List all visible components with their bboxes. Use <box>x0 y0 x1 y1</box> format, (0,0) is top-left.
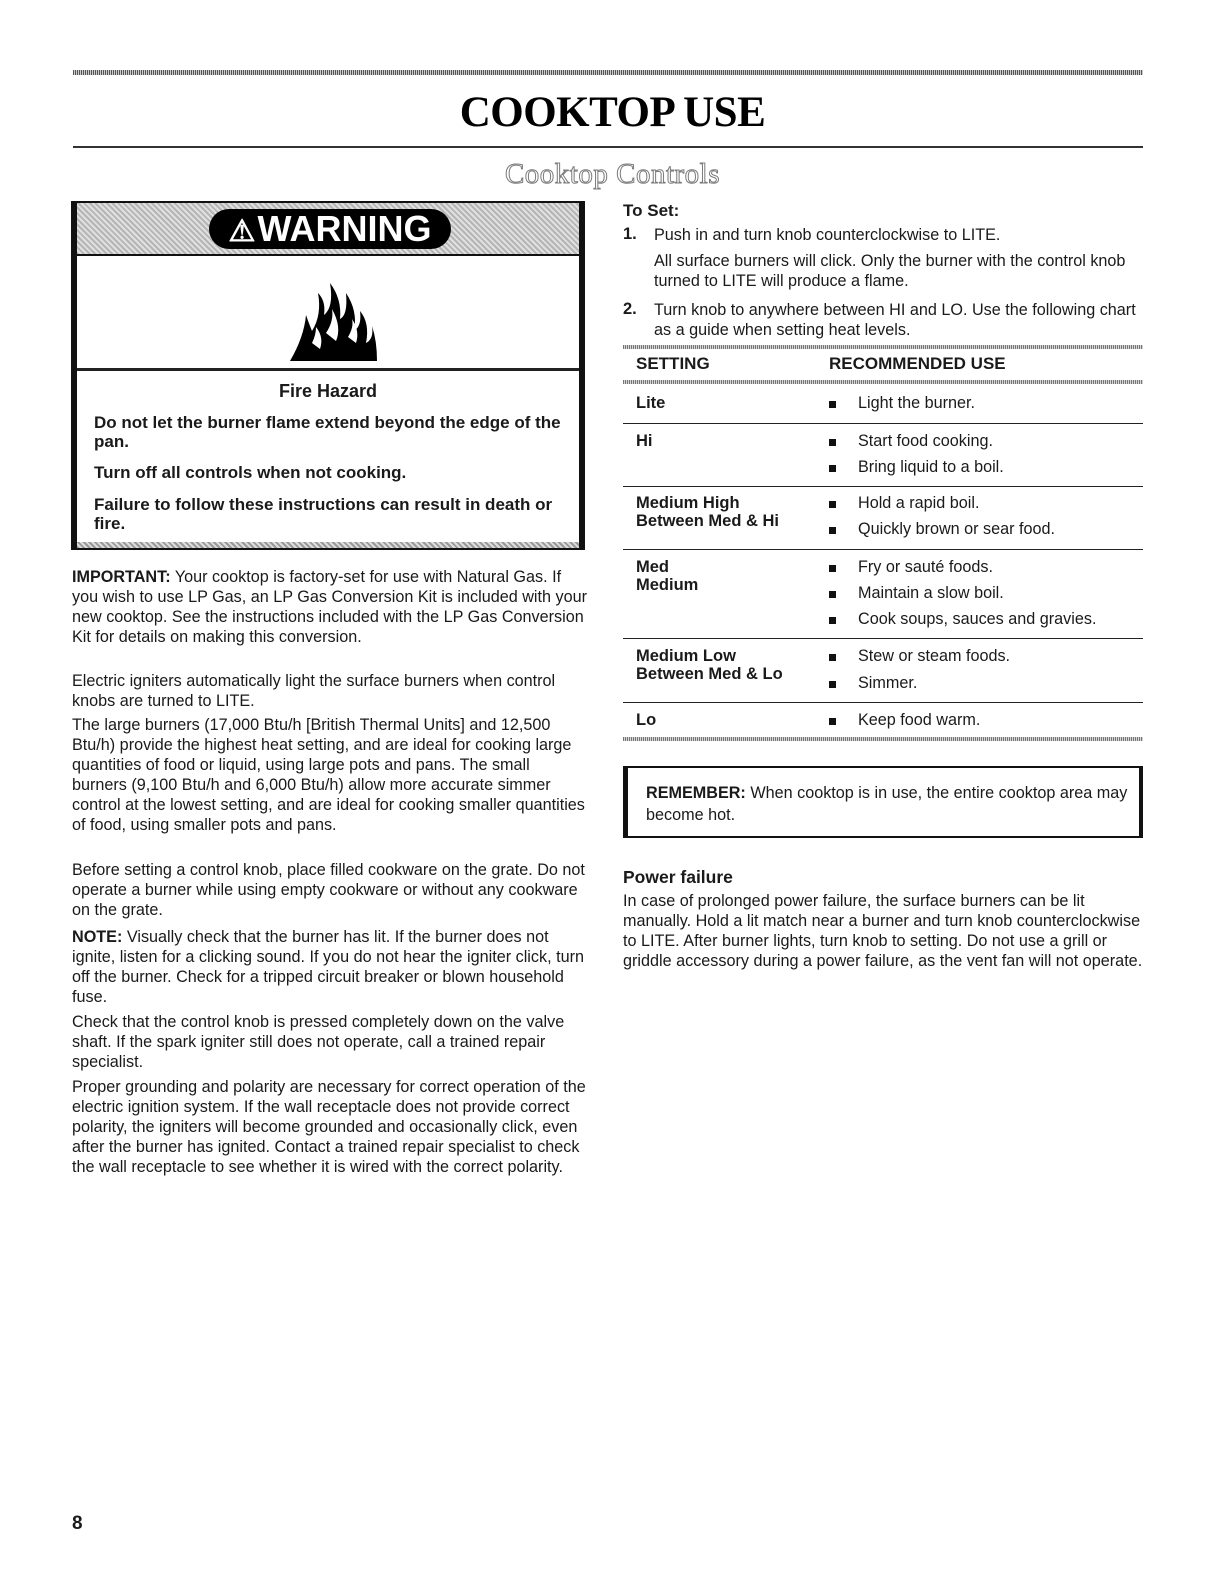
important-label: IMPORTANT: <box>72 568 171 586</box>
fire-hazard-icon <box>282 271 382 363</box>
setting-label: Medium <box>636 576 699 594</box>
step-subtext: All surface burners will click. Only the burner with the control knob turned to LITE will produce a flame. <box>654 252 1126 290</box>
step-text: Turn knob to anywhere between HI and LO. Use the following chart as a guide when setting heat levels. <box>654 301 1136 339</box>
bullet-icon <box>829 617 836 624</box>
recommended-use: Cook soups, sauces and gravies. <box>858 610 1097 628</box>
paragraph: Proper grounding and polarity are necessary for correct operation of the electric ignition system. If the wall receptacle does not provide correct polarity, the igniters will become grounded and occasionally click, even after the burner has ignited. Contact a trained repair specialist to check the wall receptacle to see whether it is wired with the correct polarity. <box>72 1078 586 1176</box>
recommended-use: Bring liquid to a boil. <box>858 458 1004 476</box>
recommended-use: Fry or sauté foods. <box>858 558 993 576</box>
paragraph: Check that the control knob is pressed completely down on the valve shaft. If the spark igniter still does not operate, call a trained repair specialist. <box>72 1013 565 1071</box>
recommended-use: Stew or steam foods. <box>858 647 1011 665</box>
step-text: Push in and turn knob counterclockwise to LITE. <box>654 226 1001 244</box>
recommended-use: Keep food warm. <box>858 711 981 729</box>
setting-label: Med <box>636 558 669 576</box>
note-paragraph <box>72 927 588 1007</box>
page-number: 8 <box>72 1513 83 1534</box>
warning-header <box>77 203 579 254</box>
to-set-heading: To Set: <box>623 201 680 220</box>
recommended-use: Start food cooking. <box>858 432 993 450</box>
recommended-use: Maintain a slow boil. <box>858 584 1004 602</box>
recommended-use: Light the burner. <box>858 394 975 412</box>
warning-footer <box>77 542 579 548</box>
paragraph: The large burners (17,000 Btu/h [British Thermal Units] and 12,500 Btu/h) provide the highest heat setting, and are ideal for cooking large quantities of food or liquid, using large pots and pans. The small burners (9,100 Btu/h and 6,000 Btu/h) allow more accurate simmer control at the lowest setting, and are ideal for cooking smaller quantities of food, using smaller pots and pans. <box>72 716 585 834</box>
power-failure-heading: Power failure <box>623 867 733 887</box>
table-header-use: RECOMMENDED USE <box>829 354 1006 373</box>
step-number: 1. <box>623 225 637 243</box>
divider <box>77 254 579 256</box>
bullet-icon <box>829 401 836 408</box>
warning-badge <box>209 209 451 249</box>
step-number: 2. <box>623 300 637 318</box>
title-rule <box>73 146 1143 148</box>
recommended-use: Hold a rapid boil. <box>858 494 980 512</box>
row-divider <box>623 549 1143 550</box>
remember-label: REMEMBER: <box>646 784 746 802</box>
warning-triangle-icon: ⚠ <box>228 215 256 248</box>
setting-label: Between Med & Hi <box>636 512 780 530</box>
bullet-icon <box>829 527 836 534</box>
warning-line: Turn off all controls when not cooking. <box>94 463 407 482</box>
remember-box <box>623 766 1143 838</box>
bullet-icon <box>829 565 836 572</box>
bullet-icon <box>829 439 836 446</box>
warning-line: Failure to follow these instructions can result in death or fire. <box>94 495 553 533</box>
setting-label: Between Med & Lo <box>636 665 783 683</box>
page-title: COOKTOP USE <box>459 89 766 136</box>
row-divider <box>623 702 1143 703</box>
recommended-use: Simmer. <box>858 674 918 692</box>
setting-label: Hi <box>636 432 653 450</box>
section-title: Cooktop Controls <box>504 158 721 190</box>
paragraph: Before setting a control knob, place filled cookware on the grate. Do not operate a burner while using empty cookware or without any cookware on the grate. <box>72 861 585 919</box>
recommended-use: Quickly brown or sear food. <box>858 520 1056 538</box>
setting-label: Lo <box>636 711 657 729</box>
warning-label: WARNING <box>257 208 432 249</box>
setting-label: Medium High <box>636 494 740 512</box>
note-label: NOTE: <box>72 928 123 946</box>
hazard-title: Fire Hazard <box>278 381 378 401</box>
note-text: Visually check that the burner has lit. If the burner does not ignite, listen for a clicking sound. If you do not hear the igniter click, turn off the burner. Check for a tripped circuit breaker or blown household fuse. <box>72 928 584 1006</box>
table-header-setting: SETTING <box>636 354 710 373</box>
row-divider <box>623 638 1143 639</box>
row-divider <box>623 423 1143 424</box>
table-header-rule <box>623 380 1143 384</box>
bullet-icon <box>829 718 836 725</box>
table-top-rule <box>623 345 1143 349</box>
setting-label: Medium Low <box>636 647 736 665</box>
important-text: Your cooktop is factory-set for use with Natural Gas. If you wish to use LP Gas, an LP Gas Conversion Kit is included with your new cooktop. See the instructions included with the LP Gas Conversion Kit for details on making this conversion. <box>72 568 587 646</box>
warning-box <box>71 201 585 550</box>
bullet-icon <box>829 681 836 688</box>
paragraph: Electric igniters automatically light the surface burners when control knobs are turned to LITE. <box>72 672 556 710</box>
remember-text <box>646 782 1136 826</box>
warning-line: Do not let the burner flame extend beyond the edge of the pan. <box>94 413 561 451</box>
remember-body: When cooktop is in use, the entire cooktop area may become hot. <box>646 784 1128 824</box>
setting-label: Lite <box>636 394 666 412</box>
bullet-icon <box>829 591 836 598</box>
bullet-icon <box>829 465 836 472</box>
top-rule <box>73 70 1143 75</box>
power-failure-text: In case of prolonged power failure, the surface burners can be lit manually. Hold a lit match near a burner and turn knob counterclockwise to LITE. After burner lights, turn knob to setting. Do not use a grill or griddle accessory during a power failure, as the vent fan will not operate. <box>623 892 1143 970</box>
divider <box>77 368 579 371</box>
row-divider <box>623 486 1143 487</box>
table-bottom-rule <box>623 737 1143 741</box>
important-paragraph <box>72 567 588 647</box>
bullet-icon <box>829 501 836 508</box>
bullet-icon <box>829 654 836 661</box>
